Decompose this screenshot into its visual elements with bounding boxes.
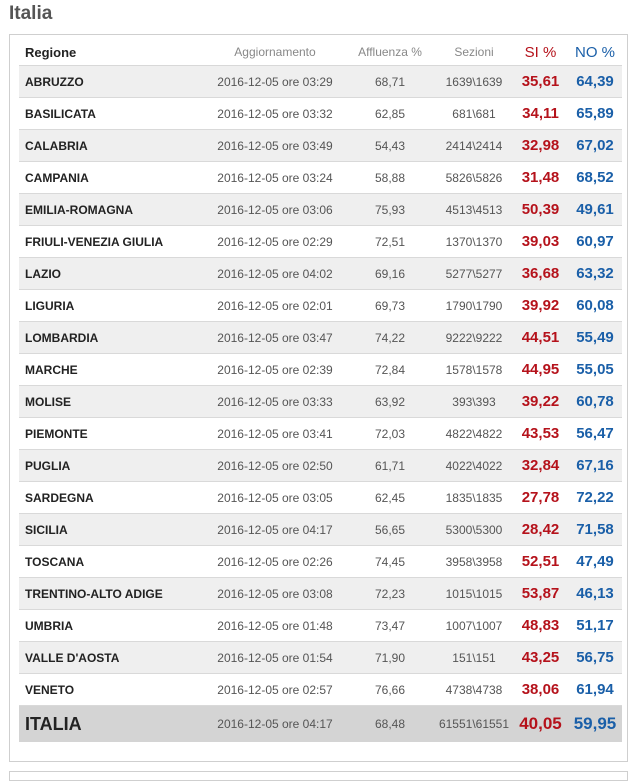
sections-cell: 4513\4513	[435, 194, 513, 226]
total-row	[19, 706, 622, 743]
column-header-no: NO %	[568, 39, 622, 66]
results-panel	[9, 34, 628, 762]
yes-percent-cell: 32,84	[513, 450, 568, 482]
yes-percent-cell: 53,87	[513, 578, 568, 610]
table-row	[19, 290, 622, 322]
update-cell: 2016-12-05 ore 01:48	[205, 610, 345, 642]
region-cell: VENETO	[19, 674, 205, 706]
region-cell: TRENTINO-ALTO ADIGE	[19, 578, 205, 610]
turnout-cell: 68,48	[345, 706, 435, 743]
no-percent-cell: 56,47	[568, 418, 622, 450]
no-percent-cell: 55,49	[568, 322, 622, 354]
yes-percent-cell: 31,48	[513, 162, 568, 194]
turnout-cell: 62,85	[345, 98, 435, 130]
sections-cell: 5826\5826	[435, 162, 513, 194]
sections-cell: 1578\1578	[435, 354, 513, 386]
no-percent-cell: 51,17	[568, 610, 622, 642]
turnout-cell: 69,16	[345, 258, 435, 290]
region-cell: ABRUZZO	[19, 66, 205, 98]
turnout-cell: 62,45	[345, 482, 435, 514]
turnout-cell: 73,47	[345, 610, 435, 642]
table-row	[19, 546, 622, 578]
sections-cell: 9222\9222	[435, 322, 513, 354]
sections-cell: 681\681	[435, 98, 513, 130]
turnout-cell: 72,84	[345, 354, 435, 386]
table-row	[19, 130, 622, 162]
sections-cell: 4022\4022	[435, 450, 513, 482]
no-percent-cell: 55,05	[568, 354, 622, 386]
update-cell: 2016-12-05 ore 03:29	[205, 66, 345, 98]
table-row	[19, 578, 622, 610]
yes-percent-cell: 43,53	[513, 418, 568, 450]
column-header-update: Aggiornamento	[205, 39, 345, 66]
table-row	[19, 258, 622, 290]
yes-percent-cell: 39,92	[513, 290, 568, 322]
yes-percent-cell: 39,22	[513, 386, 568, 418]
turnout-cell: 54,43	[345, 130, 435, 162]
no-percent-cell: 63,32	[568, 258, 622, 290]
update-cell: 2016-12-05 ore 02:57	[205, 674, 345, 706]
update-cell: 2016-12-05 ore 03:05	[205, 482, 345, 514]
no-percent-cell: 60,97	[568, 226, 622, 258]
yes-percent-cell: 27,78	[513, 482, 568, 514]
yes-percent-cell: 35,61	[513, 66, 568, 98]
turnout-cell: 68,71	[345, 66, 435, 98]
region-cell: FRIULI-VENEZIA GIULIA	[19, 226, 205, 258]
column-header-yes: SI %	[513, 39, 568, 66]
region-cell: CAMPANIA	[19, 162, 205, 194]
no-percent-cell: 49,61	[568, 194, 622, 226]
update-cell: 2016-12-05 ore 03:06	[205, 194, 345, 226]
region-cell: ITALIA	[19, 706, 205, 743]
turnout-cell: 61,71	[345, 450, 435, 482]
update-cell: 2016-12-05 ore 03:41	[205, 418, 345, 450]
results-table	[19, 39, 622, 742]
table-row	[19, 418, 622, 450]
column-header-sections: Sezioni	[435, 39, 513, 66]
turnout-cell: 76,66	[345, 674, 435, 706]
table-row	[19, 194, 622, 226]
region-cell: LAZIO	[19, 258, 205, 290]
sections-cell: 1007\1007	[435, 610, 513, 642]
update-cell: 2016-12-05 ore 01:54	[205, 642, 345, 674]
column-header-turnout: Affluenza %	[345, 39, 435, 66]
turnout-cell: 74,22	[345, 322, 435, 354]
no-percent-cell: 60,78	[568, 386, 622, 418]
table-row	[19, 226, 622, 258]
no-percent-cell: 60,08	[568, 290, 622, 322]
table-row	[19, 354, 622, 386]
table-header-row	[19, 39, 622, 66]
region-cell: TOSCANA	[19, 546, 205, 578]
update-cell: 2016-12-05 ore 04:17	[205, 706, 345, 743]
region-cell: VALLE D'AOSTA	[19, 642, 205, 674]
turnout-cell: 72,03	[345, 418, 435, 450]
turnout-cell: 72,23	[345, 578, 435, 610]
turnout-cell: 56,65	[345, 514, 435, 546]
no-percent-cell: 46,13	[568, 578, 622, 610]
table-row	[19, 66, 622, 98]
region-cell: SICILIA	[19, 514, 205, 546]
table-row	[19, 482, 622, 514]
region-cell: BASILICATA	[19, 98, 205, 130]
no-percent-cell: 56,75	[568, 642, 622, 674]
update-cell: 2016-12-05 ore 03:24	[205, 162, 345, 194]
yes-percent-cell: 52,51	[513, 546, 568, 578]
turnout-cell: 75,93	[345, 194, 435, 226]
yes-percent-cell: 44,95	[513, 354, 568, 386]
sections-cell: 1639\1639	[435, 66, 513, 98]
table-row	[19, 514, 622, 546]
no-percent-cell: 61,94	[568, 674, 622, 706]
table-row	[19, 322, 622, 354]
region-cell: PIEMONTE	[19, 418, 205, 450]
region-cell: LIGURIA	[19, 290, 205, 322]
table-row	[19, 450, 622, 482]
update-cell: 2016-12-05 ore 04:17	[205, 514, 345, 546]
yes-percent-cell: 28,42	[513, 514, 568, 546]
update-cell: 2016-12-05 ore 03:49	[205, 130, 345, 162]
sections-cell: 3958\3958	[435, 546, 513, 578]
yes-percent-cell: 39,03	[513, 226, 568, 258]
table-row	[19, 98, 622, 130]
turnout-cell: 71,90	[345, 642, 435, 674]
yes-percent-cell: 50,39	[513, 194, 568, 226]
update-cell: 2016-12-05 ore 02:29	[205, 226, 345, 258]
sections-cell: 5300\5300	[435, 514, 513, 546]
update-cell: 2016-12-05 ore 03:32	[205, 98, 345, 130]
update-cell: 2016-12-05 ore 02:39	[205, 354, 345, 386]
turnout-cell: 63,92	[345, 386, 435, 418]
sections-cell: 4822\4822	[435, 418, 513, 450]
sections-cell: 1790\1790	[435, 290, 513, 322]
table-row	[19, 610, 622, 642]
next-panel-edge	[9, 771, 628, 781]
table-row	[19, 642, 622, 674]
region-cell: SARDEGNA	[19, 482, 205, 514]
update-cell: 2016-12-05 ore 02:26	[205, 546, 345, 578]
no-percent-cell: 67,16	[568, 450, 622, 482]
turnout-cell: 74,45	[345, 546, 435, 578]
yes-percent-cell: 38,06	[513, 674, 568, 706]
table-row	[19, 386, 622, 418]
sections-cell: 4738\4738	[435, 674, 513, 706]
no-percent-cell: 59,95	[568, 706, 622, 743]
update-cell: 2016-12-05 ore 04:02	[205, 258, 345, 290]
update-cell: 2016-12-05 ore 02:50	[205, 450, 345, 482]
sections-cell: 393\393	[435, 386, 513, 418]
table-row	[19, 162, 622, 194]
yes-percent-cell: 40,05	[513, 706, 568, 743]
region-cell: UMBRIA	[19, 610, 205, 642]
yes-percent-cell: 36,68	[513, 258, 568, 290]
sections-cell: 1370\1370	[435, 226, 513, 258]
no-percent-cell: 71,58	[568, 514, 622, 546]
no-percent-cell: 64,39	[568, 66, 622, 98]
no-percent-cell: 68,52	[568, 162, 622, 194]
page-title: Italia	[9, 3, 53, 24]
turnout-cell: 69,73	[345, 290, 435, 322]
no-percent-cell: 72,22	[568, 482, 622, 514]
sections-cell: 61551\61551	[435, 706, 513, 743]
yes-percent-cell: 34,11	[513, 98, 568, 130]
no-percent-cell: 65,89	[568, 98, 622, 130]
turnout-cell: 58,88	[345, 162, 435, 194]
yes-percent-cell: 48,83	[513, 610, 568, 642]
turnout-cell: 72,51	[345, 226, 435, 258]
sections-cell: 2414\2414	[435, 130, 513, 162]
table-row	[19, 674, 622, 706]
region-cell: LOMBARDIA	[19, 322, 205, 354]
sections-cell: 151\151	[435, 642, 513, 674]
yes-percent-cell: 32,98	[513, 130, 568, 162]
table-body	[19, 66, 622, 743]
update-cell: 2016-12-05 ore 03:33	[205, 386, 345, 418]
yes-percent-cell: 44,51	[513, 322, 568, 354]
update-cell: 2016-12-05 ore 03:08	[205, 578, 345, 610]
no-percent-cell: 47,49	[568, 546, 622, 578]
no-percent-cell: 67,02	[568, 130, 622, 162]
yes-percent-cell: 43,25	[513, 642, 568, 674]
sections-cell: 1835\1835	[435, 482, 513, 514]
region-cell: CALABRIA	[19, 130, 205, 162]
update-cell: 2016-12-05 ore 03:47	[205, 322, 345, 354]
region-cell: EMILIA-ROMAGNA	[19, 194, 205, 226]
update-cell: 2016-12-05 ore 02:01	[205, 290, 345, 322]
region-cell: MARCHE	[19, 354, 205, 386]
sections-cell: 1015\1015	[435, 578, 513, 610]
region-cell: MOLISE	[19, 386, 205, 418]
sections-cell: 5277\5277	[435, 258, 513, 290]
column-header-region: Regione	[19, 39, 205, 66]
region-cell: PUGLIA	[19, 450, 205, 482]
